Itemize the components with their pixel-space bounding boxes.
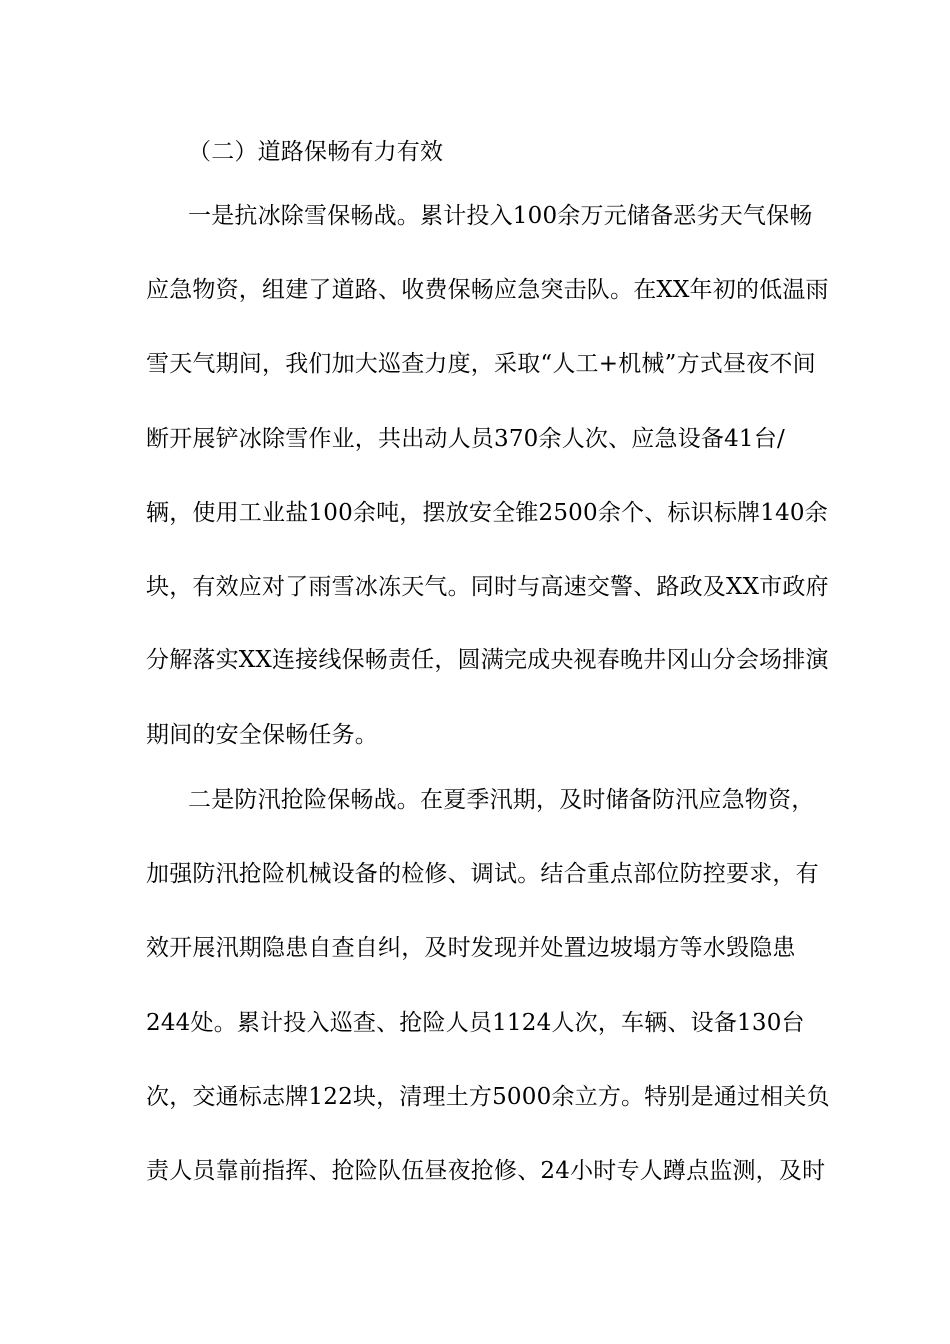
paragraph-1-line-2: 应急物资，组建了道路、收费保畅应急突击队。在XX年初的低温雨 [146, 277, 829, 303]
paragraph-1-line-6: 块，有效应对了雨雪冰冻天气。同时与高速交警、路政及XX市政府 [146, 574, 829, 600]
paragraph-1-line-1: 一是抗冰除雪保畅战。累计投入100余万元储备恶劣天气保畅 [188, 203, 813, 229]
paragraph-2-line-5: 次，交通标志牌122块，清理土方5000余立方。特别是通过相关负 [146, 1084, 830, 1110]
paragraph-1-line-5: 辆，使用工业盐100余吨，摆放安全锥2500余个、标识标牌140余 [146, 500, 828, 526]
paragraph-1-line-8: 期间的安全保畅任务。 [146, 722, 378, 748]
paragraph-2-line-6: 责人员靠前指挥、抢险队伍昼夜抢修、24小时专人蹲点监测，及时 [146, 1158, 826, 1184]
paragraph-1-line-4: 断开展铲冰除雪作业，共出动人员370余人次、应急设备41台/ [146, 426, 785, 452]
paragraph-2-line-4: 244处。累计投入巡查、抢险人员1124人次，车辆、设备130台 [146, 1010, 805, 1036]
paragraph-2-line-3: 效开展汛期隐患自查自纠，及时发现并处置边坡塌方等水毁隐患 [146, 935, 796, 961]
paragraph-1-line-7: 分解落实XX连接线保畅责任，圆满完成央视春晚井冈山分会场排演 [146, 647, 829, 673]
paragraph-1-line-3: 雪天气期间，我们加大巡查力度，采取“人工+机械”方式昼夜不间 [146, 351, 816, 377]
paragraph-2-line-1: 二是防汛抢险保畅战。在夏季汛期，及时储备防汛应急物资， [188, 787, 815, 813]
section-heading: （二）道路保畅有力有效 [188, 139, 444, 165]
paragraph-2-line-2: 加强防汛抢险机械设备的检修、调试。结合重点部位防控要求，有 [146, 861, 819, 887]
